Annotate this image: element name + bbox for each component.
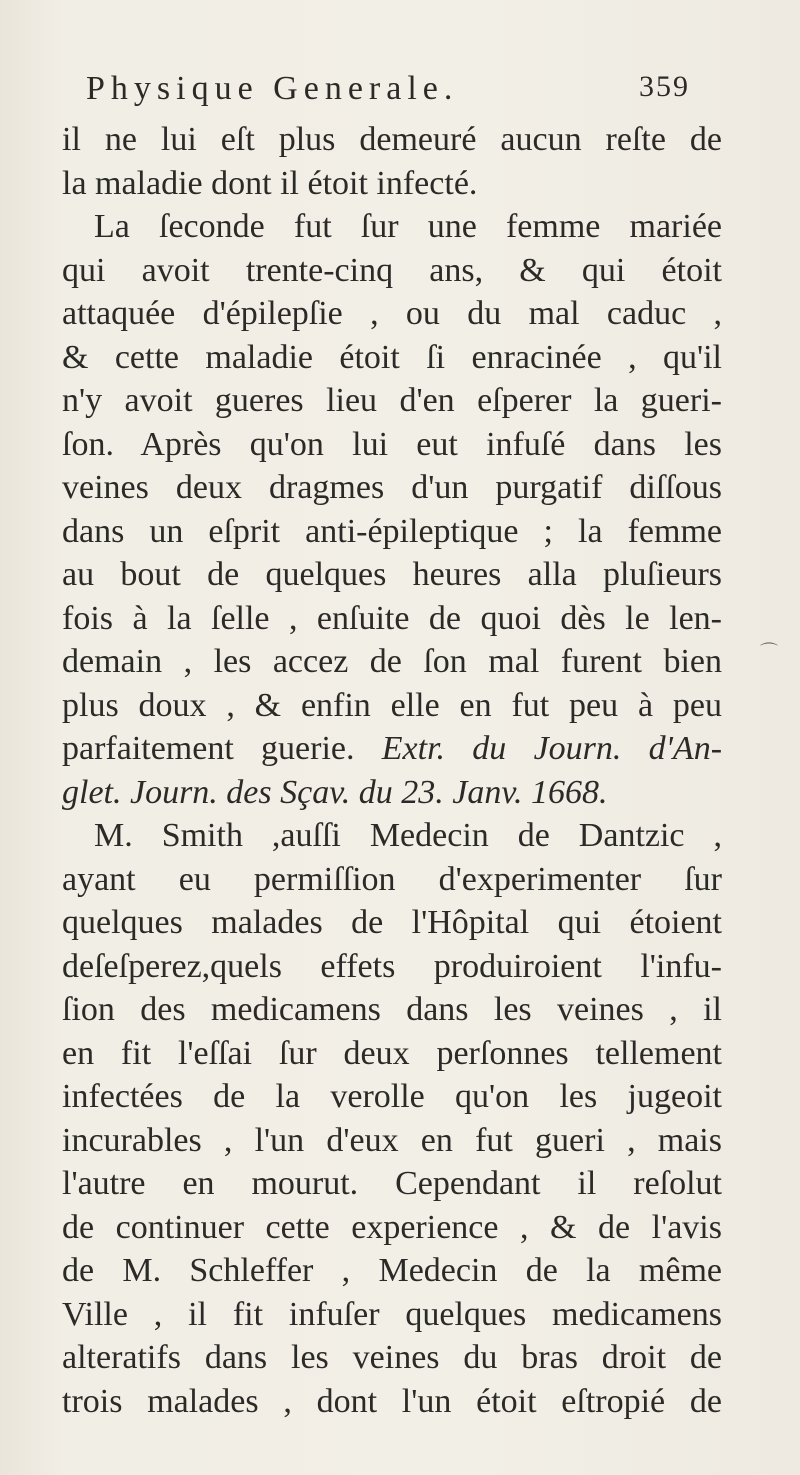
text-line: trois malades , dont l'un étoit eſtropié de [62,1382,722,1420]
text-line: plus doux , & enfin elle en fut peu à peu [62,686,722,724]
text-line: La ſeconde fut ſur une femme mariée [94,208,722,245]
text-line: demain , les accez de ſon mal furent bien [62,643,722,680]
citation: Extr. du Journ. d'An- [381,730,723,767]
text-line: ayant eu permiſſion d'experimenter ſur [62,860,722,898]
text-line: infectées de la verolle qu'on les jugeoit [62,1078,722,1115]
margin-mark: ⌒ [760,642,778,662]
text-line: n'y avoit gueres lieu d'en eſperer la gueri- [62,382,722,419]
text-line [62,727,722,771]
text-line: fois à la ſelle , enſuite de quoi dès le len- [62,599,722,637]
text-line: dans un eſprit anti-épileptique ; la femme [62,512,722,550]
text-line: de continuer cette experience , & de l'avis [62,1208,722,1246]
text-fragment: parfaitement guerie. [62,730,355,767]
text-line: incurables , l'un d'eux en fut gueri , mais [62,1121,722,1159]
text-line: attaquée d'épilepſie , ou du mal caduc , [62,295,722,332]
text-line: alteratifs dans les veines du bras droit de [62,1339,722,1376]
body-text [62,118,722,1423]
text-line: Ville , il fit infuſer quelques medicamens [62,1295,722,1333]
text-line: de M. Schleffer , Medecin de la même [62,1252,722,1289]
text-line: quelques malades de l'Hôpital qui étoient [62,904,722,941]
text-line: il ne lui eſt plus demeuré aucun reſte de [62,121,722,158]
page-number: 359 [639,70,690,103]
text-line: veines deux dragmes d'un purgatif diſſous [62,469,722,506]
text-line: deſeſperez,quels effets produiroient l'infu- [62,947,722,985]
running-title: Physique Generale. [86,70,459,107]
text-line: qui avoit trente-cinq ans, & qui étoit [62,251,722,289]
running-header [86,70,690,118]
text-line: & cette maladie étoit ſi enracinée , qu'il [62,338,722,376]
text-line: en fit l'eſſai ſur deux perſonnes tellement [62,1034,722,1072]
text-line: M. Smith ,auſſi Medecin de Dantzic , [94,817,722,854]
citation: glet. Journ. des Sçav. du 23. Janv. 1668. [62,773,608,811]
text-line: l'autre en mourut. Cependant il reſolut [62,1165,722,1202]
text-line: ſion des medicamens dans les veines , il [62,991,722,1028]
text-line: au bout de quelques heures alla pluſieurs [62,556,722,593]
text-line: ſon. Après qu'on lui eut infuſé dans les [62,425,722,463]
text-line: la maladie dont il étoit infecté. [62,164,478,202]
